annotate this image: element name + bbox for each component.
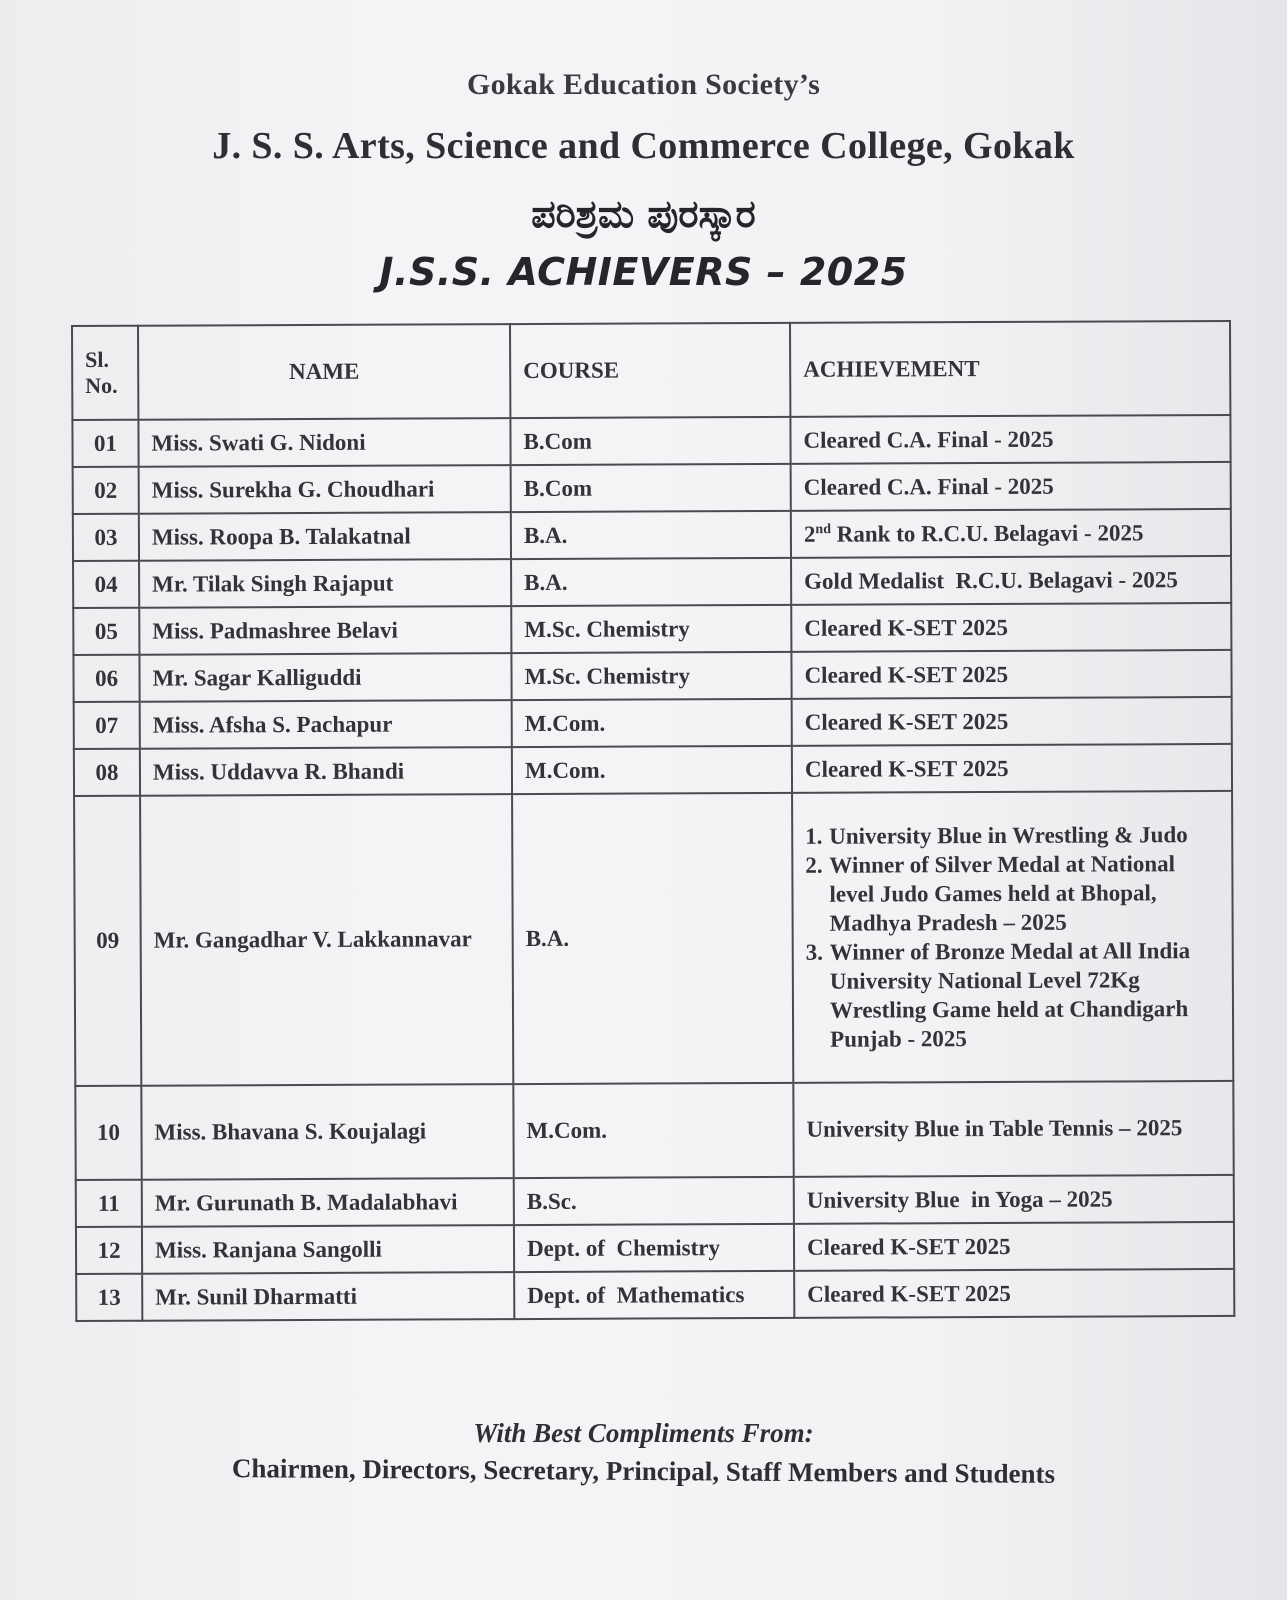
row-sl: 08 [74, 749, 140, 796]
row-name: Mr. Tilak Singh Rajaput [139, 559, 511, 608]
table-row [74, 697, 1232, 749]
list-text: Winner of Silver Medal at National level Judo Games held at Bhopal, Madhya Pradesh – 2025 [829, 851, 1176, 936]
achievement-list [805, 820, 1220, 1054]
row-achievement: Cleared K-SET 2025 [794, 1269, 1234, 1318]
list-item [806, 936, 1221, 1054]
row-name: Miss. Swati G. Nidoni [138, 418, 510, 467]
achievers-table [71, 320, 1235, 1322]
table-row [75, 1081, 1233, 1180]
header-course: COURSE [510, 323, 790, 418]
row-achievement: Cleared K-SET 2025 [791, 650, 1231, 699]
row-sl: 09 [74, 796, 141, 1086]
list-item [805, 820, 1219, 851]
list-item [805, 849, 1219, 938]
row-name: Mr. Gangadhar V. Lakkannavar [140, 794, 513, 1086]
header-sl-no: Sl. No. [72, 326, 138, 420]
row-sl: 11 [76, 1180, 142, 1227]
row-achievement: Cleared K-SET 2025 [792, 697, 1232, 746]
rank-number: 2 [803, 521, 816, 547]
society-name: Gokak Education Society’s [466, 68, 821, 101]
row-sl: 02 [73, 467, 139, 514]
row-achievement: University Blue in Yoga – 2025 [794, 1175, 1234, 1224]
row-course: M.Sc. Chemistry [511, 652, 791, 700]
row-name: Miss. Surekha G. Choudhari [139, 465, 511, 514]
row-name: Mr. Sagar Kalliguddi [139, 653, 511, 702]
row-course: M.Com. [513, 1083, 793, 1178]
compliments-line: With Best Compliments From: [473, 1418, 814, 1448]
row-course: B.Com [510, 417, 790, 465]
row-sl: 03 [73, 514, 139, 561]
row-course: M.Sc. Chemistry [511, 605, 791, 653]
row-course: M.Com. [512, 699, 792, 747]
row-achievement: University Blue in Table Tennis – 2025 [793, 1081, 1233, 1177]
table-row [72, 415, 1230, 467]
row-course: B.A. [512, 793, 793, 1084]
header-achievement: ACHIEVEMENT [790, 321, 1230, 417]
row-achievement: Cleared C.A. Final - 2025 [791, 462, 1231, 511]
list-number: 1. [805, 823, 823, 849]
table-row [73, 462, 1231, 514]
row-course: B.Com [511, 464, 791, 512]
table-row [76, 1269, 1234, 1321]
table-row [73, 650, 1231, 702]
row-name: Miss. Uddavva R. Bhandi [140, 747, 512, 796]
row-course: Dept. of Mathematics [514, 1271, 794, 1319]
row-name: Mr. Gurunath B. Madalabhavi [142, 1178, 514, 1227]
table-row [73, 509, 1231, 561]
list-text: University Blue in Wrestling & Judo [829, 822, 1188, 849]
college-name: J. S. S. Arts, Science and Commerce College, Gokak [212, 125, 1075, 167]
row-achievement: Cleared K-SET 2025 [794, 1222, 1234, 1271]
row-sl: 10 [75, 1086, 141, 1180]
compliments-from: Chairmen, Directors, Secretary, Principal, Staff Members and Students [231, 1453, 1056, 1489]
row-sl: 04 [73, 561, 139, 608]
list-text: Winner of Bronze Medal at All India University National Level 72Kg Wrestling Game held at Chandigarh Punjab - 2025 [829, 938, 1191, 1052]
row-sl: 06 [73, 655, 139, 702]
header-name: NAME [138, 324, 510, 420]
table-row [76, 1175, 1234, 1227]
table-row [74, 791, 1233, 1086]
row-course: Dept. of Chemistry [514, 1224, 794, 1272]
row-sl: 07 [74, 702, 140, 749]
row-achievement [792, 791, 1233, 1083]
table-row [76, 1222, 1234, 1274]
row-sl: 12 [76, 1227, 142, 1274]
row-name: Mr. Sunil Dharmatti [142, 1272, 514, 1321]
row-sl: 13 [76, 1274, 142, 1321]
row-sl: 01 [72, 420, 138, 467]
row-name: Miss. Bhavana S. Koujalagi [141, 1084, 513, 1180]
row-achievement [791, 509, 1231, 558]
rank-suffix: nd [815, 521, 832, 537]
table-row [73, 556, 1231, 608]
table-row [73, 603, 1231, 655]
achievers-title: J.S.S. ACHIEVERS – 2025 [379, 250, 908, 294]
row-course: B.A. [511, 558, 791, 606]
row-course: M.Com. [512, 746, 792, 794]
row-achievement: Gold Medalist R.C.U. Belagavi - 2025 [791, 556, 1231, 605]
row-name: Miss. Ranjana Sangolli [142, 1225, 514, 1274]
row-achievement: Cleared K-SET 2025 [791, 603, 1231, 652]
row-name: Miss. Padmashree Belavi [139, 606, 511, 655]
row-sl: 05 [73, 608, 139, 655]
row-achievement: Cleared C.A. Final - 2025 [790, 415, 1230, 464]
kannada-title: ಪರಿಶ್ರಮ ಪುರಸ್ಕಾರ [531, 192, 756, 236]
table-row [74, 744, 1232, 796]
list-number: 3. [805, 939, 824, 965]
row-achievement: Cleared K-SET 2025 [792, 744, 1232, 793]
table-header-row [72, 321, 1230, 420]
rank-text: Rank to R.C.U. Belagavi - 2025 [830, 519, 1144, 547]
row-name: Miss. Roopa B. Talakatnal [139, 512, 511, 561]
row-course: B.A. [511, 511, 791, 559]
list-number: 2. [805, 852, 823, 878]
row-name: Miss. Afsha S. Pachapur [140, 700, 512, 749]
row-course: B.Sc. [514, 1177, 794, 1225]
